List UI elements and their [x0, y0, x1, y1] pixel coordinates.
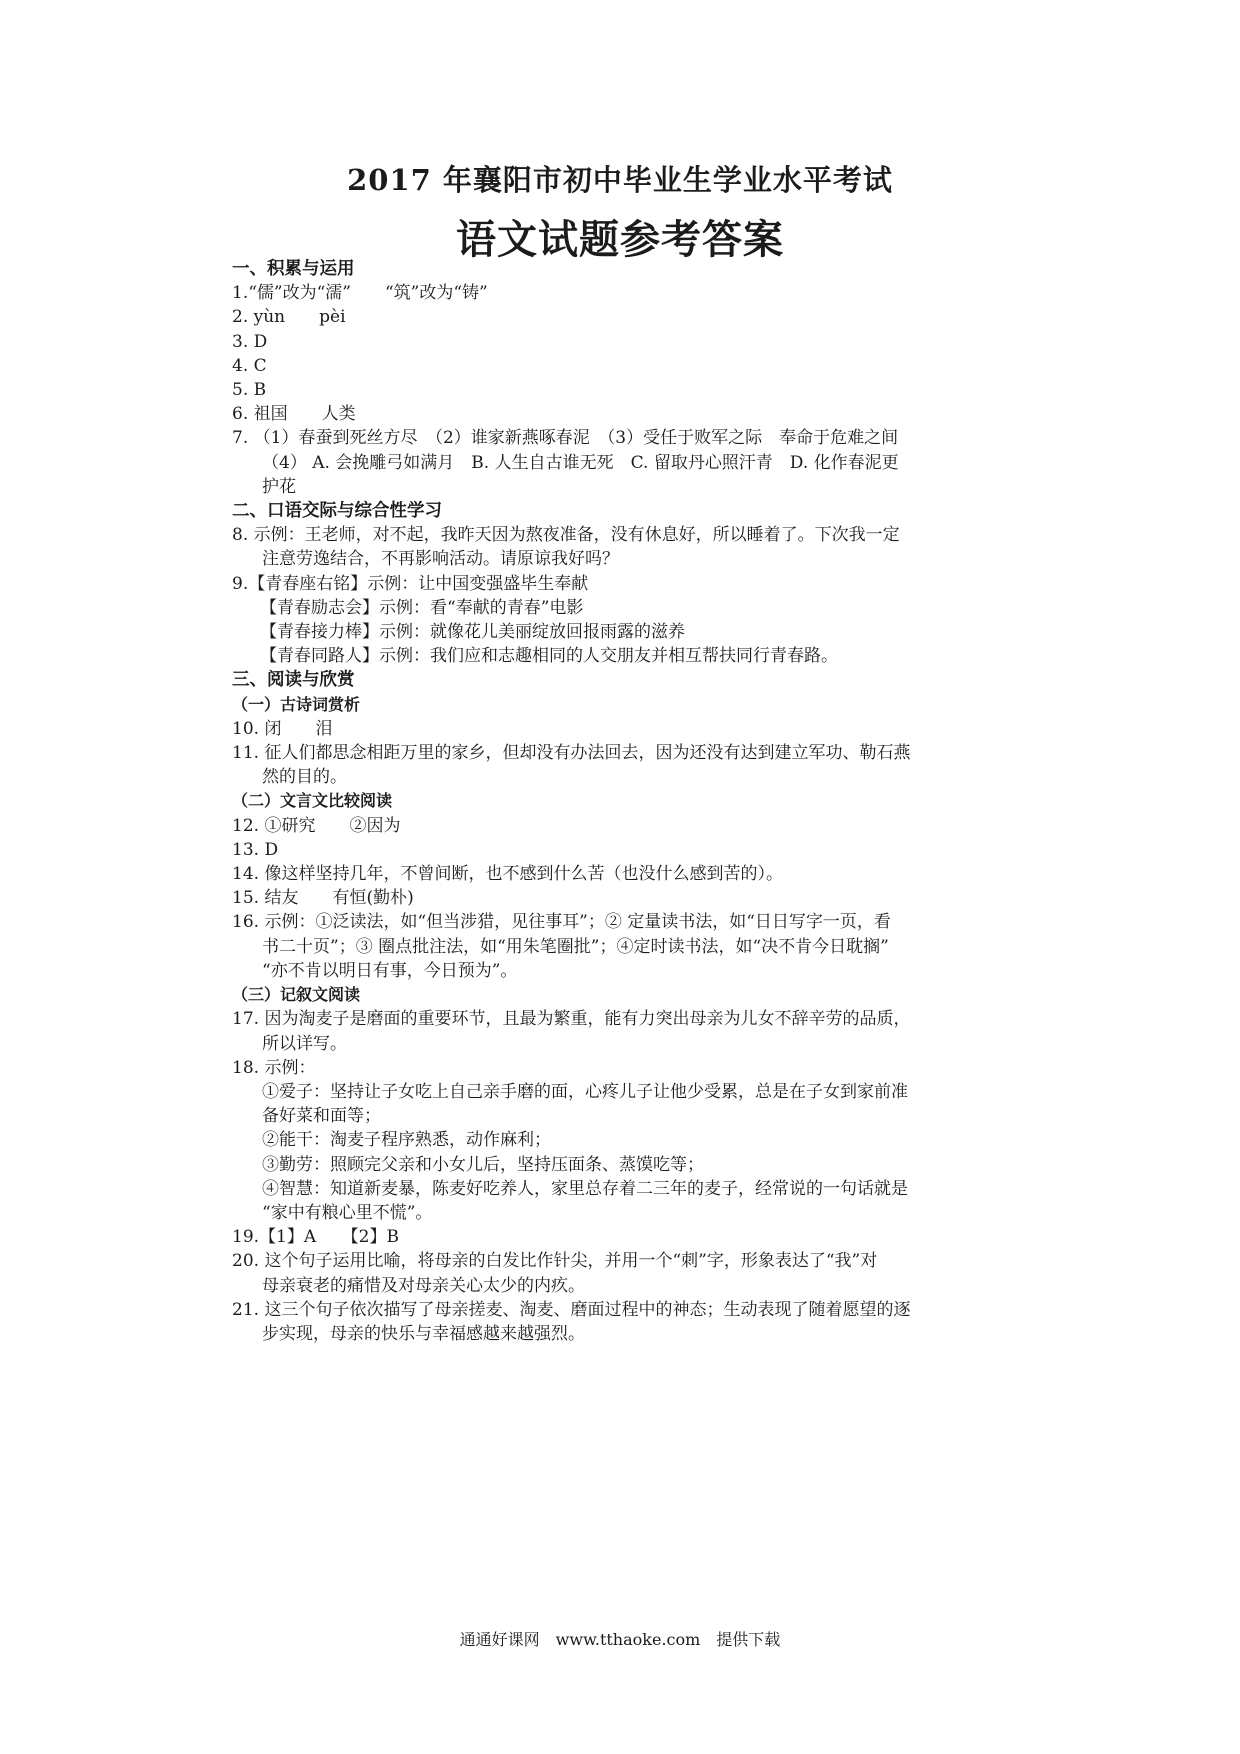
- answer-line: 护花: [262, 476, 296, 497]
- answer-line: 11. 征人们都思念相距万里的家乡，但却没有办法回去，因为还没有达到建立军功、勒石燕: [232, 743, 911, 764]
- answer-line: ①爱子：坚持让子女吃上自己亲手磨的面，心疼儿子让他少受累，总是在子女到家前准: [262, 1081, 908, 1102]
- answer-line: 6. 祖国 人类: [232, 404, 356, 425]
- answer-line: 5. B: [232, 380, 267, 401]
- answer-line: ③勤劳：照顾完父亲和小女儿后，坚持压面条、蒸馍吃等；: [262, 1154, 704, 1175]
- section-heading: 一、积累与运用: [232, 259, 355, 279]
- answer-line: 书二十页”；③ 圈点批注法，如“用朱笔圈批”；④定时读书法，如“决不肯今日耽搁”: [262, 936, 889, 957]
- answer-line: 3. D: [232, 331, 268, 352]
- answer-line: 然的目的。: [262, 767, 347, 788]
- answer-line: 14. 像这样坚持几年，不曾间断，也不感到什么苦（也没什么感到苦的）。: [232, 864, 783, 885]
- answer-line: 20. 这个句子运用比喻，将母亲的白发比作针尖，并用一个“刺”字，形象表达了“我”对: [232, 1251, 878, 1272]
- answer-line: 备好菜和面等；: [262, 1106, 381, 1127]
- answer-line: 18. 示例：: [232, 1057, 316, 1078]
- answer-line: 【青春励志会】示例：看“奉献的青春”电影: [260, 597, 584, 618]
- section-heading: 二、口语交际与综合性学习: [232, 501, 442, 522]
- answer-line: 19.【1】A 【2】B: [232, 1227, 399, 1248]
- section-heading: 三、阅读与欣赏: [232, 670, 355, 691]
- answer-line: 21. 这三个句子依次描写了母亲搓麦、淘麦、磨面过程中的神态；生动表现了随着愿望的逐: [232, 1299, 911, 1320]
- exam-title: 2017 年襄阳市初中毕业生学业水平考试: [347, 163, 893, 197]
- answer-line: 注意劳逸结合，不再影响活动。请原谅我好吗？: [262, 549, 619, 570]
- answer-line: “家中有粮心里不慌”。: [262, 1202, 433, 1223]
- answer-line: 16. 示例：①泛读法，如“但当涉猎，见往事耳”；② 定量读书法，如“日日写字一页，看: [232, 912, 891, 933]
- answer-line: ②能干：淘麦子程序熟悉，动作麻利；: [262, 1130, 551, 1151]
- answer-line: “亦不肯以明日有事，今日预为”。: [262, 960, 518, 981]
- answer-line: 15. 结友 有恒(勤朴): [232, 888, 414, 909]
- answer-line: 8. 示例：王老师，对不起，我昨天因为熬夜准备，没有休息好，所以睡着了。下次我一定: [232, 525, 900, 546]
- answer-content: [232, 257, 1012, 1346]
- footer-source: 通通好课网 www.tthaoke.com 提供下载: [459, 1630, 781, 1649]
- answer-line: 13. D: [232, 839, 279, 860]
- subsection-heading: （三）记叙文阅读: [232, 985, 361, 1005]
- answer-line: 所以详写。: [262, 1033, 347, 1054]
- answer-line: （4） A. 会挽雕弓如满月 B. 人生自古谁无死 C. 留取丹心照汗青 D. 化作春泥更: [262, 452, 899, 473]
- answer-line: 17. 因为淘麦子是磨面的重要环节，且最为繁重，能有力突出母亲为儿女不辞辛劳的品质，: [232, 1009, 911, 1030]
- subsection-heading: （二）文言文比较阅读: [232, 791, 393, 811]
- answer-line: 【青春接力棒】示例：就像花儿美丽绽放回报雨露的滋养: [260, 622, 685, 643]
- answer-line: 4. C: [232, 355, 267, 376]
- subsection-heading: （一）古诗词赏析: [232, 694, 361, 714]
- answer-line: 9.【青春座右铭】示例：让中国变强盛毕生奉献: [232, 573, 589, 594]
- answer-line: 1.“儒”改为“濡” “筑”改为“铸”: [232, 283, 488, 304]
- answer-line: 2. yùn pèi: [232, 307, 346, 328]
- answer-line: 7. （1）春蚕到死丝方尽 （2）谁家新燕啄春泥 （3）受任于败军之际 奉命于危难之间: [232, 428, 899, 449]
- answer-line: 母亲衰老的痛惜及对母亲关心太少的内疚。: [262, 1275, 585, 1296]
- answer-line: 10. 闭 泪: [232, 718, 333, 739]
- answer-line: ④智慧：知道新麦暴，陈麦好吃养人，家里总存着二三年的麦子，经常说的一句话就是: [262, 1178, 908, 1199]
- answer-line: 步实现，母亲的快乐与幸福感越来越强烈。: [262, 1323, 585, 1344]
- answer-key-title: 语文试题参考答案: [456, 216, 784, 263]
- answer-line: 【青春同路人】示例：我们应和志趣相同的人交朋友并相互帮扶同行青春路。: [260, 646, 838, 667]
- answer-line: 12. ①研究 ②因为: [232, 815, 401, 836]
